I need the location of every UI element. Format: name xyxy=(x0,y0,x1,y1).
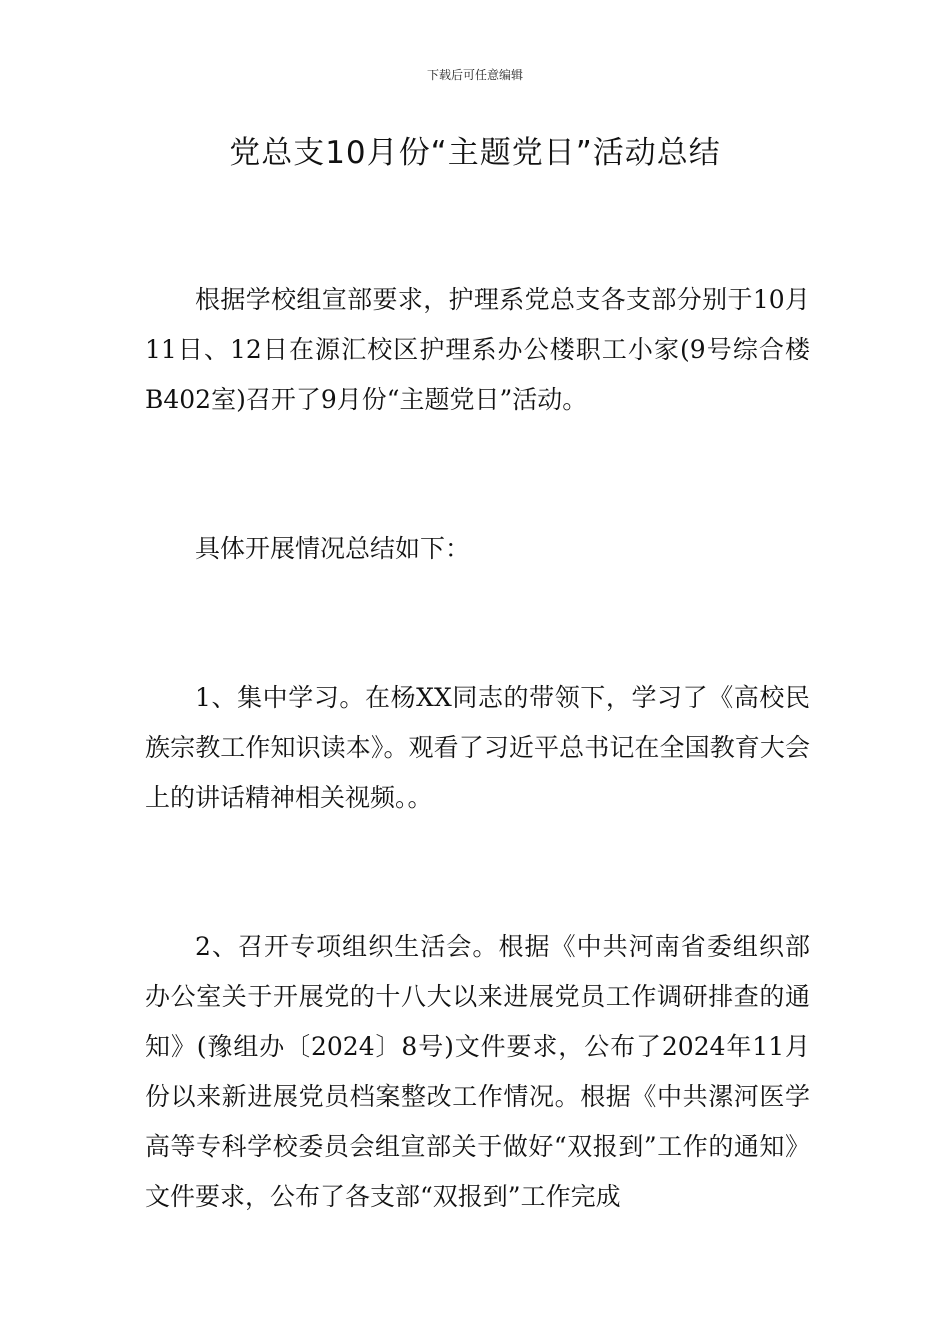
paragraph-item-2: 2、召开专项组织生活会。根据《中共河南省委组织部办公室关于开展党的十八大以来进展党员工作调研排查的通知》(豫组办〔2024〕8号)文件要求，公布了2024年11月份以来新进展党员档案整改工作情况。根据《中共漯河医学高等专科学校委员会组宣部关于做好“双报到”工作的通知》文件要求，公布了各支部“双报到”工作完成 xyxy=(145,932,810,1211)
document-title: 党总支10月份“主题党日”活动总结 xyxy=(229,135,721,171)
header-note: 下载后可任意编辑 xyxy=(426,68,523,82)
paragraph-summary-lead: 具体开展情况总结如下： xyxy=(195,534,471,563)
paragraph-item-1: 1、集中学习。在杨XX同志的带领下，学习了《高校民族宗教工作知识读本》。观看了习近平总书记在全国教育大会上的讲话精神相关视频。。 xyxy=(145,683,810,812)
paragraph-intro: 根据学校组宣部要求，护理系党总支各支部分别于10月11日、12日在源汇校区护理系办公楼职工小家(9号综合楼B402室)召开了9月份“主题党日”活动。 xyxy=(145,285,810,414)
